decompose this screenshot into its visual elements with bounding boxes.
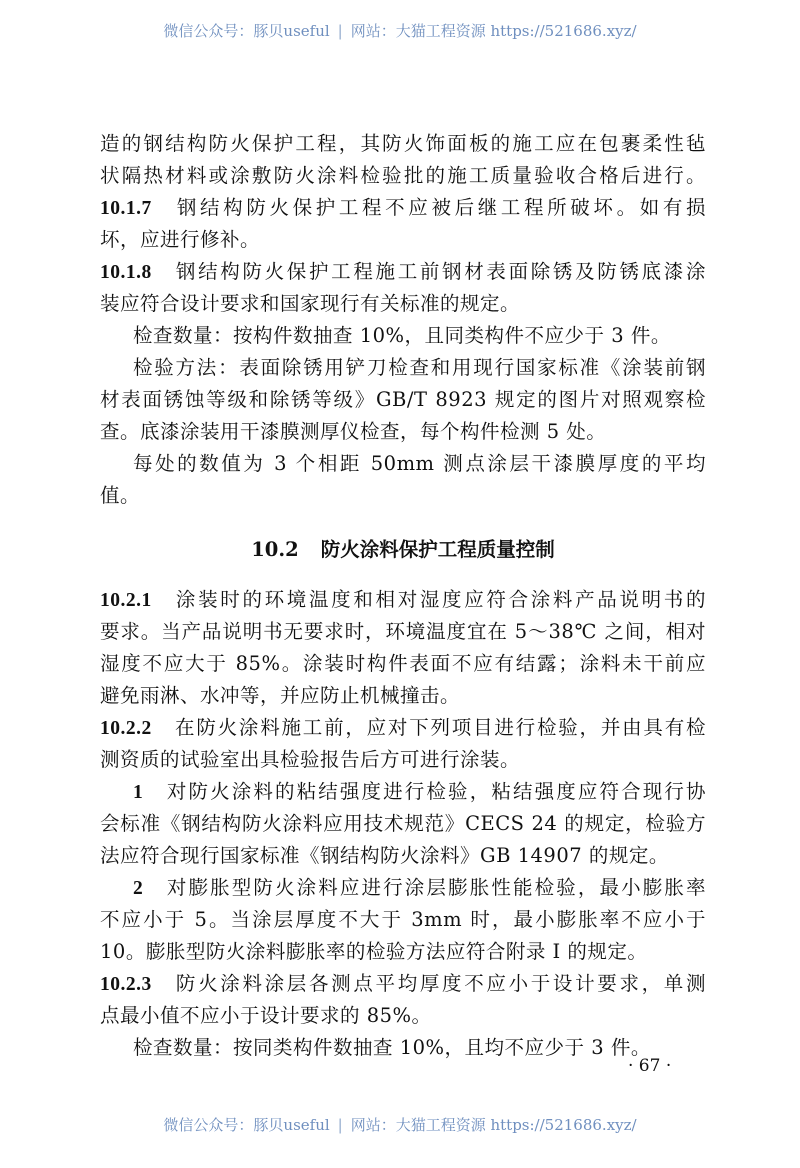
section-title: 防火涂料保护工程质量控制 [320,538,555,561]
text-line [100,480,706,512]
text-line [100,776,706,808]
text-line [100,416,706,448]
watermark-wechat: 微信公众号：豚贝useful [163,22,330,40]
line-text: 每处的数值为 3 个相距 50mm 测点涂层干漆膜厚度的平均 [133,452,706,475]
text-line [100,256,706,288]
line-text: 值。 [100,484,141,507]
line-text: 在防火涂料施工前，应对下列项目进行检验，并由具有检 [173,716,706,739]
text-line [100,352,706,384]
line-text: 钢结构防火保护工程施工前钢材表面除锈及防锈底漆涂 [173,260,706,283]
watermark-separator: | [337,22,343,40]
line-text: 检查数量：按构件数抽查 10%，且同类构件不应少于 3 件。 [133,324,671,347]
watermark-footer [0,1114,800,1135]
text-line [100,616,706,648]
text-line [100,192,706,224]
line-text: 要求。当产品说明书无要求时，环境温度宜在 5～38℃ 之间，相对 [100,620,706,643]
text-line [100,904,706,936]
line-text: 查。底漆涂装用干漆膜测厚仪检查，每个构件检测 5 处。 [100,420,607,443]
watermark-header [0,20,800,41]
text-line [100,808,706,840]
line-text: 会标准《钢结构防火涂料应用技术规范》CECS 24 的规定，检验方 [100,812,706,835]
line-text: 检验方法：表面除锈用铲刀检查和用现行国家标准《涂装前钢 [133,356,706,379]
text-line [100,384,706,416]
text-line [100,128,706,160]
text-line [100,744,706,776]
line-text: 测资质的试验室出具检验报告后方可进行涂装。 [100,748,521,771]
line-text: 10。膨胀型防火涂料膨胀率的检验方法应符合附录 I 的规定。 [100,940,648,963]
text-line [100,936,706,968]
text-line [100,1032,706,1064]
line-text: 状隔热材料或涂敷防火涂料检验批的施工质量验收合格后进行。 [100,164,706,187]
section-number: 10.2 [251,538,299,561]
line-text: 造的钢结构防火保护工程，其防火饰面板的施工应在包裹柔性毡 [100,132,706,155]
text-line [100,872,706,904]
line-text: 装应符合设计要求和国家现行有关标准的规定。 [100,292,521,315]
watermark-wechat: 微信公众号：豚贝useful [163,1116,330,1134]
text-line [100,1000,706,1032]
text-line [100,160,706,192]
line-text: 法应符合现行国家标准《钢结构防火涂料》GB 14907 的规定。 [100,844,669,867]
text-line [100,712,706,744]
text-line [100,224,706,256]
text-line [100,320,706,352]
line-text: 涂装时的环境温度和相对湿度应符合涂料产品说明书的 [173,588,706,611]
clause-number: 1 [133,782,144,803]
page-number: · 67 · [628,1056,672,1076]
line-text: 坏，应进行修补。 [100,228,261,251]
text-line [100,680,706,712]
line-text: 钢结构防火保护工程不应被后继工程所破坏。如有损 [173,196,706,219]
text-line [100,968,706,1000]
line-text: 不应小于 5。当涂层厚度不大于 3mm 时，最小膨胀率不应小于 [100,908,706,931]
watermark-separator: | [337,1116,343,1134]
line-text: 对膨胀型防火涂料应进行涂层膨胀性能检验，最小膨胀率 [165,876,706,899]
line-text: 点最小值不应小于设计要求的 85%。 [100,1004,432,1027]
text-block-10-2 [100,584,706,1064]
line-text: 防火涂料涂层各测点平均厚度不应小于设计要求，单测 [173,972,706,995]
clause-number: 10.2.2 [100,718,152,739]
text-line [100,288,706,320]
clause-number: 10.2.1 [100,590,152,611]
line-text: 检查数量：按同类构件数抽查 10%，且均不应少于 3 件。 [133,1036,651,1059]
text-block-10-1 [100,128,706,512]
line-text: 避免雨淋、水冲等，并应防止机械撞击。 [100,684,461,707]
text-line [100,448,706,480]
watermark-site: 网站：大猫工程资源 https://521686.xyz/ [350,22,637,40]
text-line [100,648,706,680]
line-text: 湿度不应大于 85%。涂装时构件表面不应有结露；涂料未干前应 [100,652,706,675]
line-text: 对防火涂料的粘结强度进行检验，粘结强度应符合现行协 [165,780,706,803]
section-heading [100,528,706,572]
clause-number: 10.1.8 [100,262,152,283]
document-body [100,128,706,1064]
line-text: 材表面锈蚀等级和除锈等级》GB/T 8923 规定的图片对照观察检 [100,388,706,411]
text-line [100,584,706,616]
clause-number: 10.1.7 [100,198,152,219]
text-line [100,840,706,872]
clause-number: 10.2.3 [100,974,152,995]
watermark-site: 网站：大猫工程资源 https://521686.xyz/ [350,1116,637,1134]
clause-number: 2 [133,878,144,899]
